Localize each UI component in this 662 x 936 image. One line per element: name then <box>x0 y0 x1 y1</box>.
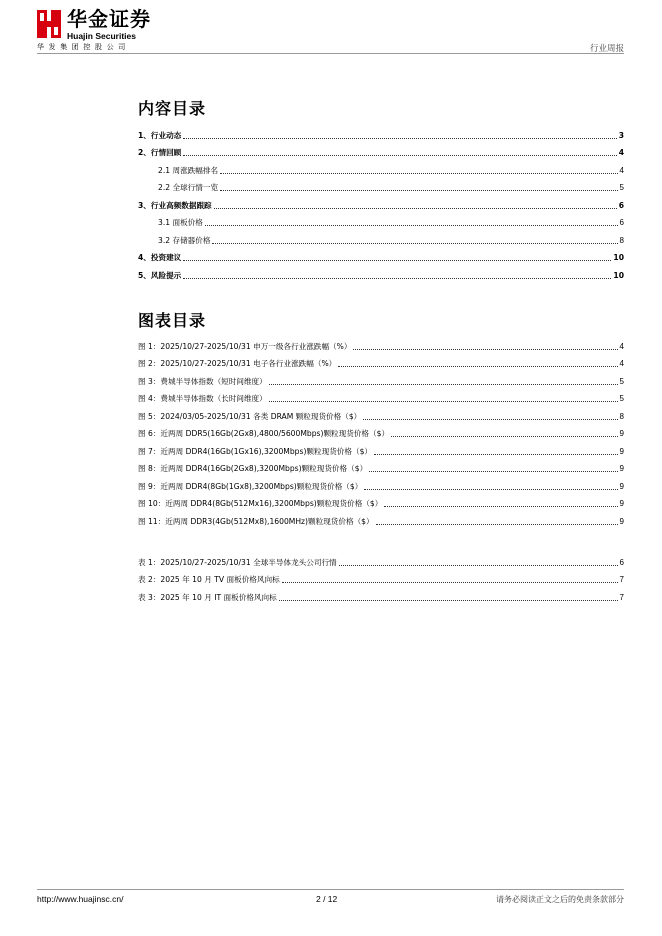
dot-leader <box>364 489 617 490</box>
toc-list <box>138 123 624 281</box>
toc-entry[interactable] <box>138 193 624 211</box>
toc-entry-label: 3、行业高频数据跟踪 <box>138 200 212 210</box>
toc-entry-page: 7 <box>619 592 624 602</box>
toc-entry[interactable] <box>138 404 624 422</box>
toc-entry-page: 6 <box>618 200 624 210</box>
dot-leader <box>269 384 618 385</box>
toc-entry[interactable] <box>138 550 624 568</box>
toc-entry[interactable] <box>138 457 624 475</box>
brand-subtitle: 华发集团控股公司 <box>37 43 130 51</box>
figures-title: 图表目录 <box>138 311 207 330</box>
toc-entry-label: 图 4：费城半导体指数（长时间维度） <box>138 394 267 403</box>
dot-leader <box>363 419 617 420</box>
dot-leader <box>214 208 617 209</box>
toc-entry-page: 10 <box>613 270 624 280</box>
toc-title: 内容目录 <box>138 99 207 118</box>
huajin-logo-mark-icon <box>37 10 61 38</box>
toc-entry-label: 2.2 全球行情一览 <box>158 183 219 192</box>
toc-entry-label: 图 2：2025/10/27-2025/10/31 电子各行业涨跌幅（%） <box>138 359 337 368</box>
toc-entry[interactable] <box>138 568 624 586</box>
toc-entry-label: 表 2：2025 年 10 月 TV 面板价格风向标 <box>138 575 280 584</box>
toc-entry-label: 4、投资建议 <box>138 253 182 262</box>
dot-leader <box>338 366 617 367</box>
footer-disclaimer: 请务必阅读正文之后的免责条款部分 <box>496 895 624 904</box>
dot-leader <box>183 155 616 156</box>
toc-entry-page: 6 <box>619 218 624 227</box>
toc-entry[interactable] <box>138 585 624 603</box>
dot-leader <box>376 524 618 525</box>
toc-entry-page: 8 <box>619 235 624 245</box>
toc-entry[interactable] <box>138 123 624 141</box>
toc-entry-label: 3.2 存储器价格 <box>158 235 211 245</box>
toc-entry[interactable] <box>138 263 624 281</box>
toc-entry-page: 9 <box>619 429 624 438</box>
footer-divider <box>37 889 624 890</box>
toc-entry-page: 4 <box>619 359 624 368</box>
toc-entry[interactable] <box>138 334 624 352</box>
dot-leader <box>220 190 617 191</box>
toc-entry[interactable] <box>138 176 624 194</box>
toc-entry-page: 9 <box>619 464 624 473</box>
toc-entry[interactable] <box>138 422 624 440</box>
toc-entry-page: 9 <box>619 446 624 456</box>
dot-leader <box>282 582 618 583</box>
toc-entry[interactable] <box>138 141 624 159</box>
toc-entry-label: 2、行情回顾 <box>138 148 182 157</box>
toc-entry[interactable] <box>138 439 624 457</box>
toc-entry[interactable] <box>138 474 624 492</box>
dot-leader <box>279 600 618 601</box>
page-header <box>37 8 624 54</box>
toc-entry-page: 10 <box>613 253 624 262</box>
dot-leader <box>183 138 616 139</box>
toc-entry-page: 4 <box>618 148 624 157</box>
toc-entry-label: 图 11：近两周 DDR3(4Gb(512Mx8),1600MHz)颗粒现货价格（$） <box>138 516 374 526</box>
toc-entry[interactable] <box>138 492 624 510</box>
toc-entry[interactable] <box>138 509 624 527</box>
dot-leader <box>369 471 617 472</box>
toc-entry-label: 2.1 周涨跌幅排名 <box>158 165 219 175</box>
toc-entry-page: 3 <box>618 130 624 140</box>
toc-entry-page: 4 <box>619 341 624 351</box>
dot-leader <box>339 565 618 566</box>
figures-list <box>138 334 624 527</box>
toc-entry-label: 表 1：2025/10/27-2025/10/31 全球半导体龙头公司行情 <box>138 557 337 567</box>
toc-entry-label: 图 9：近两周 DDR4(8Gb(1Gx8),3200Mbps)颗粒现货价格（$） <box>138 481 363 491</box>
toc-entry-page: 9 <box>619 481 624 491</box>
toc-entry[interactable] <box>138 369 624 387</box>
dot-leader <box>374 454 618 455</box>
toc-entry-label: 图 6：近两周 DDR5(16Gb(2Gx8),4800/5600Mbps)颗粒现货价格（$） <box>138 429 390 438</box>
toc-entry-page: 7 <box>619 575 624 584</box>
footer-url-link[interactable]: http://www.huajinsc.cn/ <box>37 894 124 904</box>
toc-entry-page: 9 <box>619 516 624 526</box>
toc-entry-label: 图 8：近两周 DDR4(16Gb(2Gx8),3200Mbps)颗粒现货价格（$） <box>138 464 368 473</box>
brand-name-cn: 华金证券 <box>67 7 151 31</box>
dot-leader <box>391 436 618 437</box>
tables-list <box>138 550 624 603</box>
toc-entry-label: 图 10：近两周 DDR4(8Gb(512Mx16),3200Mbps)颗粒现货价格（$） <box>138 499 383 508</box>
toc-entry-label: 图 5：2024/03/05-2025/10/31 各类 DRAM 颗粒现货价格（$） <box>138 411 362 421</box>
dot-leader <box>353 349 617 350</box>
toc-entry-label: 表 3：2025 年 10 月 IT 面板价格风向标 <box>138 592 277 602</box>
toc-entry[interactable] <box>138 352 624 370</box>
dot-leader <box>384 506 617 507</box>
dot-leader <box>212 243 617 244</box>
toc-entry-page: 5 <box>619 376 624 386</box>
dot-leader <box>269 401 618 402</box>
dot-leader <box>220 173 617 174</box>
toc-entry-page: 4 <box>619 165 624 175</box>
toc-entry-label: 1、行业动态 <box>138 130 182 140</box>
dot-leader <box>205 225 618 226</box>
brand-name-en: Huajin Securities <box>67 31 136 41</box>
toc-entry-label: 图 1：2025/10/27-2025/10/31 申万一级各行业涨跌幅（%） <box>138 341 352 351</box>
toc-entry[interactable] <box>138 246 624 264</box>
toc-entry-label: 图 7：近两周 DDR4(16Gb(1Gx16),3200Mbps)颗粒现货价格（$） <box>138 446 372 456</box>
toc-entry-page: 9 <box>619 499 624 508</box>
header-divider <box>37 53 624 54</box>
dot-leader <box>183 260 611 261</box>
footer-page-number: 2 / 12 <box>316 894 338 904</box>
dot-leader <box>183 278 611 279</box>
toc-entry[interactable] <box>138 228 624 246</box>
toc-entry-page: 5 <box>619 183 624 192</box>
report-type: 行业周报 <box>589 44 624 54</box>
toc-entry[interactable] <box>138 211 624 229</box>
toc-entry-label: 图 3：费城半导体指数（短时间维度） <box>138 376 267 386</box>
toc-entry-label: 3.1 面板价格 <box>158 218 203 227</box>
toc-entry-label: 5、风险提示 <box>138 270 182 280</box>
toc-entry[interactable] <box>138 158 624 176</box>
toc-entry-page: 8 <box>619 411 624 421</box>
toc-entry-page: 6 <box>619 557 624 567</box>
toc-entry[interactable] <box>138 387 624 405</box>
toc-entry-page: 5 <box>619 394 624 403</box>
